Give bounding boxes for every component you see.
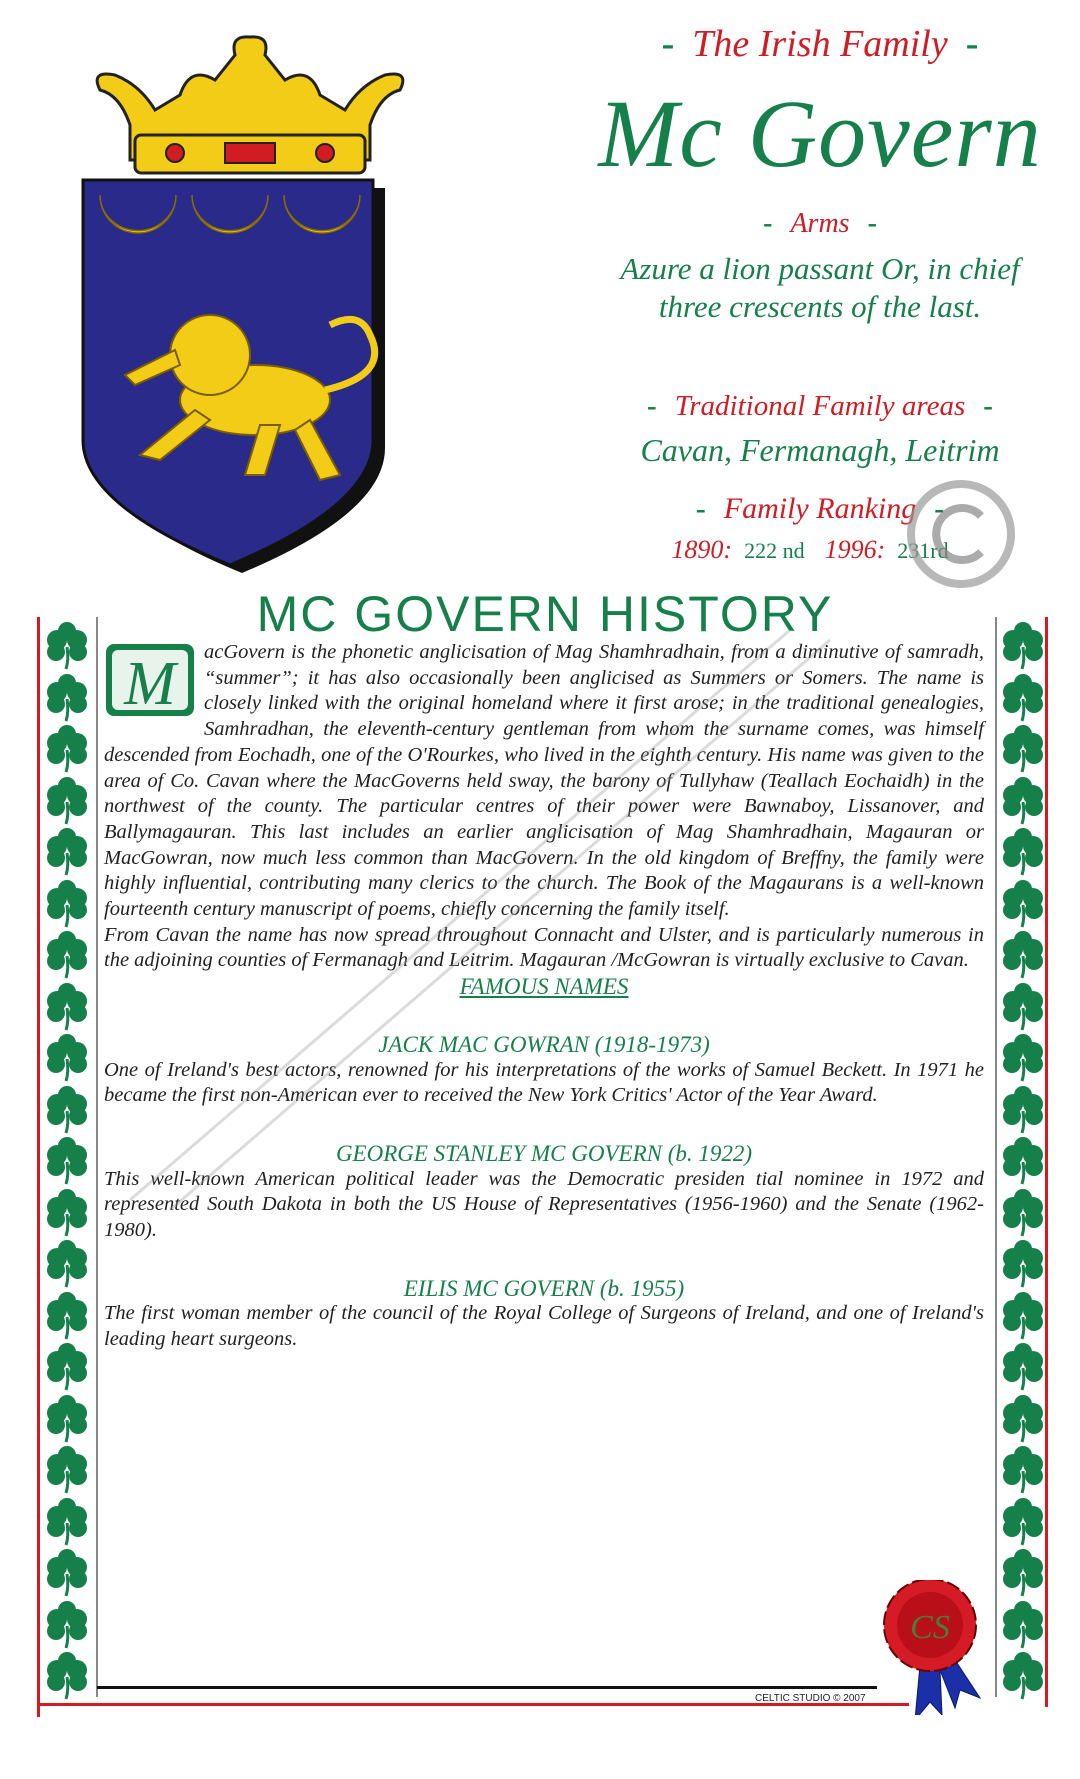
famous-person-text: This well-known American political leader was the Democratic presiden tial nominee in 1972 and represented South Dakota in both the US House of Representatives (1956-1960) and the Senate (1962-1980). — [104, 1167, 984, 1242]
shamrock-icon — [42, 1292, 92, 1345]
svg-text:M: M — [124, 650, 176, 718]
shamrock-icon — [998, 1549, 1048, 1602]
shamrock-icon — [42, 828, 92, 881]
svg-text:CS: CS — [910, 1609, 950, 1646]
shamrock-icon — [42, 983, 92, 1036]
famous-names-heading: FAMOUS NAMES — [459, 974, 629, 1000]
shamrock-icon — [998, 1498, 1048, 1551]
shamrock-icon — [42, 1652, 92, 1705]
arms-heading: - Arms - — [763, 208, 877, 239]
shamrock-icon — [998, 674, 1048, 727]
shamrock-icon — [42, 622, 92, 675]
shamrock-icon — [998, 1034, 1048, 1087]
famous-person-name: GEORGE STANLEY MC GOVERN (b. 1922) — [335, 1140, 753, 1166]
shamrock-icon — [42, 1395, 92, 1448]
border-gray-right — [995, 617, 997, 1697]
footer-credit: CELTIC STUDIO © 2007 — [755, 1693, 866, 1704]
shamrock-icon — [998, 1395, 1048, 1448]
crown-icon — [97, 37, 403, 173]
shamrock-icon — [998, 777, 1048, 830]
border-red-left — [37, 617, 40, 1717]
shamrock-icon — [998, 1292, 1048, 1345]
shamrock-icon — [42, 1086, 92, 1139]
shamrock-icon — [998, 828, 1048, 881]
shamrock-icon — [42, 1446, 92, 1499]
famous-person-text: The first woman member of the council of the Royal College of Surgeons of Ireland, and one of Ireland's leading heart surgeons. — [104, 1302, 984, 1351]
pre-title: - The Irish Family - — [661, 23, 979, 65]
shamrock-icon — [42, 1343, 92, 1396]
shamrock-icon — [42, 674, 92, 727]
wax-seal-icon — [880, 1580, 990, 1715]
shamrock-icon — [42, 1498, 92, 1551]
shamrock-icon — [998, 1086, 1048, 1139]
famous-person-name: EILIS MC GOVERN (b. 1955) — [403, 1275, 685, 1301]
ranking-heading: - Family Ranking - — [695, 492, 945, 525]
ranking-values: 1890: 222 nd 1996: 231rd — [671, 535, 949, 564]
history-title: MC GOVERN HISTORY — [256, 586, 834, 642]
shamrock-icon — [42, 777, 92, 830]
coat-of-arms — [80, 35, 430, 580]
shamrock-icon — [998, 880, 1048, 933]
shamrock-icon — [998, 725, 1048, 778]
shamrock-icon — [42, 931, 92, 984]
shamrock-icon — [998, 1652, 1048, 1705]
areas-heading: - Traditional Family areas - — [647, 390, 993, 422]
history-paragraph-2: From Cavan the name has now spread throughout Connacht and Ulster, and is particularly numerous in the adjoining counties of Fermanagh and Leitrim. Magauran /McGowran is virtually exclusive to Cavan. — [104, 923, 984, 972]
shamrock-icon — [42, 880, 92, 933]
shamrock-icon — [42, 1189, 92, 1242]
shamrock-icon — [42, 725, 92, 778]
shamrock-icon — [42, 1601, 92, 1654]
surname-title: Mc Govern — [598, 80, 1042, 187]
shamrock-icon — [998, 1446, 1048, 1499]
footer-black-line — [97, 1686, 877, 1689]
shamrock-icon — [42, 1137, 92, 1190]
shamrock-icon — [998, 983, 1048, 1036]
famous-person-name: JACK MAC GOWRAN (1918-1973) — [378, 1031, 710, 1057]
famous-person-text: One of Ireland's best actors, renowned for his interpretations of the works of Samuel Beckett. In 1971 he became the first non-American ever to received the New York Critics' Actor of the Year Award. — [104, 1058, 984, 1107]
arms-blazon: Azure a lion passant Or, in chief three crescents of the last. — [620, 251, 1020, 324]
history-paragraph-1: acGovern is the phonetic anglicisation of Mag Shamhradhain, from a diminutive of samradh, “summer”; it has also occasionally been anglicised as Summers or Somers. The name is closely linked with the original homeland where it first arose; in the traditional genealogies, Samhradhan, the eleventh-century gentleman from whom the surname comes, was himself descended from Eochadh, one of the O'Rourkes, who lived in the eighth century. His name was given to the area of Co. Cavan where the MacGoverns held sway, the barony of Tullyhaw (Teallach Eochaidh) in the northwest of the county. The particular centres of their power were Bawnaboy, Lissanover, and Ballymagauran. This last includes an earlier anglicisation of Mag Shamhradhain, Magauran or MacGowran, now much less common than MacGovern. In the old kingdom of Breffny, the family were highly influential, contributing many clerics to the church. The Book of the Magaurans is a well-known fourteenth century manuscript of poems, chiefly concerning the family itself. — [104, 641, 984, 921]
copyright-watermark-icon — [905, 478, 1017, 590]
shamrock-icon — [42, 1549, 92, 1602]
shamrock-icon — [998, 931, 1048, 984]
shamrock-icon — [998, 622, 1048, 675]
shamrock-icon — [998, 1601, 1048, 1654]
watermark-graphic — [90, 600, 850, 1220]
shamrock-icon — [998, 1240, 1048, 1293]
shamrock-icon — [998, 1137, 1048, 1190]
shamrock-icon — [998, 1343, 1048, 1396]
shamrock-icon — [42, 1240, 92, 1293]
shamrock-icon — [42, 1034, 92, 1087]
family-areas: Cavan, Fermanagh, Leitrim — [640, 432, 1000, 468]
shamrock-icon — [998, 1189, 1048, 1242]
